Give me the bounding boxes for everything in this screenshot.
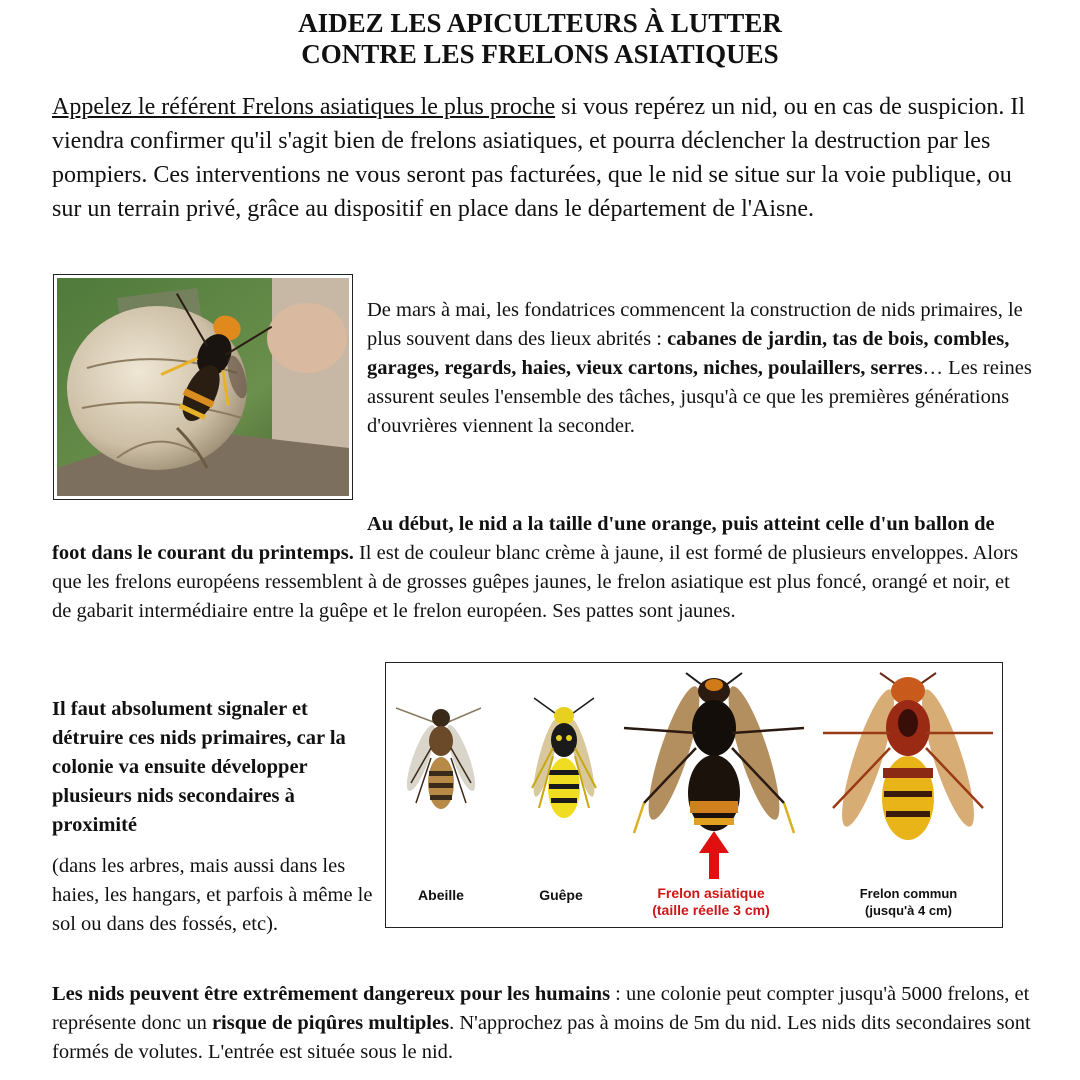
- referent-link[interactable]: Appelez le référent Frelons asiatiques le plus proche: [52, 94, 556, 120]
- primary-nests-locations: cabanes de jardin, tas de bois, combles, garages, regards, haies, vieux cartons, niches, poulaillers, serres: [367, 328, 1010, 379]
- label-frelon-asiatique: [626, 885, 796, 919]
- label-frelon-commun-name: Frelon commun: [859, 886, 958, 901]
- danger-bold-1: Les nids peuvent être extrêmement dangereux pour les humains: [52, 983, 611, 1005]
- danger-paragraph: [52, 980, 1032, 1067]
- label-guepe: Guêpe: [539, 887, 583, 903]
- nest-size-text: Il est de couleur blanc crème à jaune, il est formé de plusieurs enveloppes. Alors que les frelons européens ressemblent à de grosses guêpes jaunes, le frelon asiatique est plus foncé, orangé et noir, et de gabarit intermédiaire entre la guêpe et le frelon européen. Ses pattes sont jaunes.: [52, 542, 1019, 622]
- label-frelon-commun-size: (jusqu'à 4 cm): [865, 903, 952, 918]
- nest-size-paragraph: [52, 510, 1032, 626]
- title-line-2: CONTRE LES FRELONS ASIATIQUES: [301, 39, 779, 69]
- label-frelon-commun: [836, 885, 981, 919]
- asian-hornet-illustration: [624, 673, 804, 833]
- nest-size-bold: Au début, le nid a la taille d'une orange, puis atteint celle d'un ballon de foot dans le courant du printemps.: [52, 513, 995, 564]
- intro-paragraph: [52, 90, 1042, 226]
- danger-bold-2: risque de piqûres multiples: [211, 1012, 450, 1034]
- primary-nests-text-1: De mars à mai, les fondatrices commencent la construction de nids primaires, le plus souvent dans des lieux abrités :: [367, 299, 1023, 350]
- label-abeille: Abeille: [418, 887, 464, 903]
- primary-nests-text-2: … Les reines assurent seules l'ensemble des tâches, jusqu'à ce que les premières générations d'ouvrières viennent la seconder.: [367, 357, 1032, 437]
- danger-text-2: . N'approchez pas à moins de 5m du nid. Les nids dits secondaires sont formés de volutes. L'entrée est située sous le nid.: [52, 1012, 1031, 1063]
- danger-text-1: : une colonie peut compter jusqu'à 5000 frelons, et représente donc un: [52, 983, 1030, 1034]
- red-arrow-icon: [699, 831, 729, 879]
- insect-comparison-image: [385, 662, 1003, 928]
- primary-nest-photo: [53, 274, 353, 500]
- primary-nests-paragraph: [367, 296, 1037, 441]
- signal-paragraph-bold: Il faut absolument signaler et détruire ces nids primaires, car la colonie va ensuite développer plusieurs nids secondaires à proximité: [52, 698, 346, 836]
- label-frelon-asiatique-size: (taille réelle 3 cm): [652, 902, 770, 918]
- bee-illustration: [396, 708, 481, 809]
- title-line-1: AIDEZ LES APICULTEURS À LUTTER: [298, 8, 782, 38]
- wasp-illustration: [529, 698, 599, 818]
- label-frelon-asiatique-name: Frelon asiatique: [657, 885, 765, 901]
- european-hornet-illustration: [823, 673, 993, 840]
- intro-text: si vous repérez un nid, ou en cas de suspicion. Il viendra confirmer qu'il s'agit bien de frelons asiatiques, et pourra déclencher la destruction par les pompiers. Ces interventions ne vous seront pas facturées, que le nid se situe sur la voie publique, ou sur un terrain privé, grâce au dispositif en place dans le département de l'Aisne.: [52, 94, 1026, 222]
- page-title: [0, 8, 1080, 70]
- signal-paragraph-text: (dans les arbres, mais aussi dans les haies, les hangars, et parfois à même le sol ou dans des fossés, etc).: [52, 855, 373, 935]
